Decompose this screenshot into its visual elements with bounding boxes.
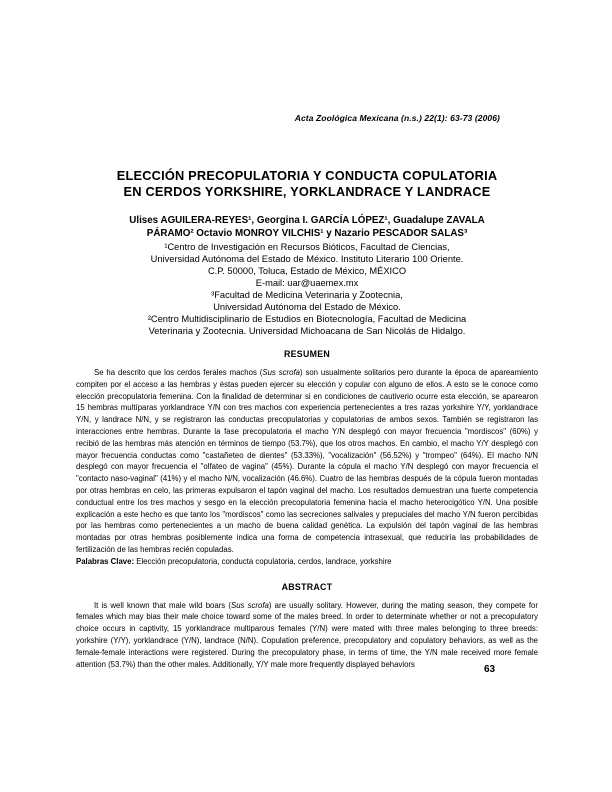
affiliation-line: ²Centro Multidisciplinario de Estudios en Biotecnología, Facultad de Medicina [147,314,467,324]
article-title [76,168,538,199]
paragraph-text: ) are usually solitary. However, during the mating season, they compete for females which may bias their male choice toward some of the males breed. In order to determinate whether or not a precopulatory choice occurs in captivity, 15 yorklandrace multiparous females (Y/N) were mated with three males belonging to three breeds: yorkshire (Y/Y), yorklandrace (Y/N), landrace (N/N). Copulation preference, precopulatory and copulatory behaviors, as well as the female-female interactions were registered. During the precopulatory phase, in terms of time, the Y/N male received more female attention (53.7%) than the other males. Additionally, Y/Y male more frequently displayed behaviors [76,600,538,669]
affiliation-line: Universidad Autónoma del Estado de México. [213,302,401,312]
affiliation-line: ¹Centro de Investigación en Recursos Bióticos, Facultad de Ciencias, [164,242,450,252]
resumen-body [76,367,538,556]
page-number: 63 [484,664,496,675]
resumen-heading: RESUMEN [283,349,331,359]
article-title-line-2: EN CERDOS YORKSHIRE, YORKLANDRACE Y LANDRACE [123,183,491,199]
paragraph-text: ) son usualmente solitarios pero durante la época de apareamiento compiten por el acceso a las hembras y éstas pueden ejercer su elección y copular con alguno de ellos. A esto se le conoce como elección precopulatoria femenina. Con la finalidad de determinar si en condiciones de cautiverio ocurre esta elección, se aparearon 15 hembras multíparas yorklandrace Y/N con tres machos con experiencia pertenecientes a tres razas yorkshire Y/Y, yorklandrace Y/N, y landrace N/N, y se registraron las conductas precopulatorias y copulatorias de ambos sexos. También se registraron las interacciones entre hembras. Durante la fase precopulatoria el macho Y/N desplegó con mayor frecuencia "mordiscos" (60%) y recibió de las hembras más atención en términos de tiempo (53.7%), que los otros machos. En cambio, el macho Y/Y desplegó con mayor frecuencia conductas como "castañeteo de dientes" (53.33%), "vocalización" (56.52%) y "trompeo" (64%). El macho N/N desplegó con mayor frecuencia el "olfateo de vagina" (45%). Durante la cópula el macho Y/N desplegó con mayor frecuencia el "contacto naso-vaginal" (41%) y el macho N/N, vocalización (46.6%). Cuatro de las hembras después de la cópula fueron montadas por otras hembras en celo, las primeras expulsaron el tapón vaginal del macho. Los resultados demuestran una fuerte competencia conductual entre los tres machos y sesgo en la elección precopulatoria femenina hacia el macho heterocigótico Y/N. Una posible explicación a este hecho es que tanto los "mordiscos" como las secreciones salivales y prepuciales del macho Y/N fueron percibidas por las hembras como pertenecientes a un macho de buena calidad genética. La expulsión del tapón vaginal de las hembras montadas por otras hembras posiblemente indica una forma de competencia intrasexual, que reduciría las probabilidades de fertilización de las hembras recién copuladas. [76,368,538,554]
species-name-italic: Sus scrofa [262,368,300,377]
affiliations [76,241,538,337]
affiliation-line: ³Facultad de Medicina Veterinaria y Zootecnia, [211,290,403,300]
paragraph-text: Se ha descrito que los cerdos ferales machos ( [94,368,263,377]
abstract-body [76,600,538,671]
authors-line-2: PÁRAMO² Octavio MONROY VILCHIS¹ y Nazario PESCADOR SALAS³ [146,227,468,239]
affiliation-line: Veterinaria y Zootecnia. Universidad Michoacana de San Nicolás de Hidalgo. [148,326,466,336]
affiliation-line: C.P. 50000, Toluca, Estado de México, MÉXICO [207,266,407,276]
authors-line-1: Ulises AGUILERA-REYES¹, Georgina I. GARCÍA LÓPEZ¹, Guadalupe ZAVALA [129,215,485,226]
article-title-line-1: ELECCIÓN PRECOPULATORIA Y CONDUCTA COPULATORIA [116,168,498,183]
keywords-label: Palabras Clave: [76,556,135,566]
keywords-line [76,556,538,568]
species-name-italic: Sus scrofa [231,600,269,610]
abstract-heading: ABSTRACT [281,581,333,592]
affiliation-line: Universidad Autónoma del Estado de México. Instituto Literario 100 Oriente. [150,254,464,264]
affiliation-line: E-mail: uar@uaemex.mx [255,278,359,288]
article-content [76,168,538,670]
keywords-text: Elección precopulatoria, conducta copulatoria, cerdos, landrace, yorkshire [134,556,392,566]
journal-running-header: Acta Zoológica Mexicana (n.s.) 22(1): 63-73 (2006) [294,113,500,123]
authors [76,215,538,240]
paragraph-text: It is well known that male wild boars ( [94,600,231,610]
